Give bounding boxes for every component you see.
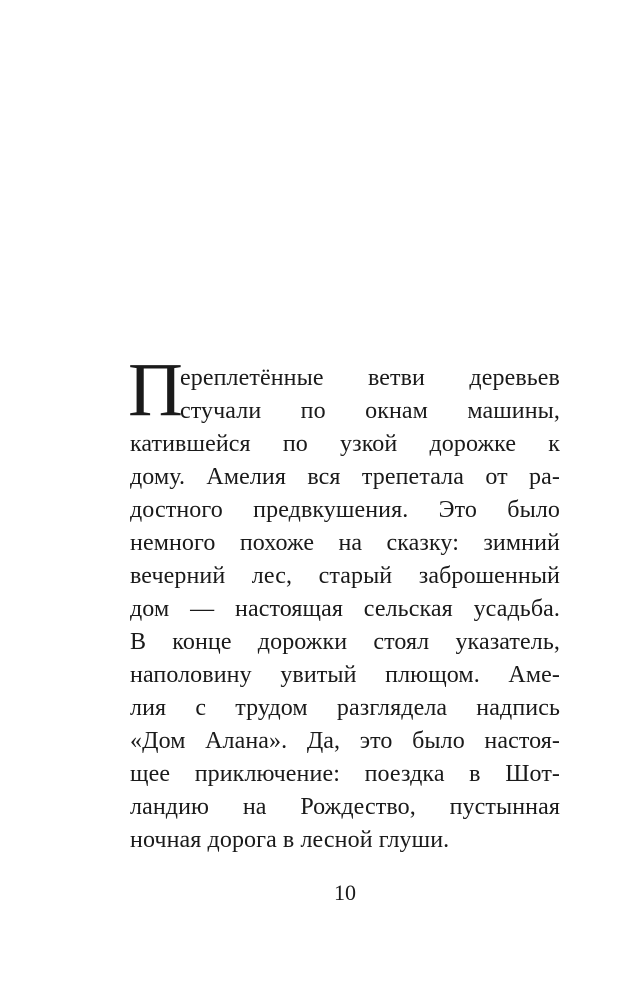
text-line: лия с трудом разглядела надпись xyxy=(130,695,560,721)
text-line: вечерний лес, старый заброшенный xyxy=(130,563,560,589)
page-number: 10 xyxy=(334,880,356,905)
drop-cap: П xyxy=(128,348,183,432)
text-line: катившейся по узкой дорожке к xyxy=(130,431,560,457)
text-line: щее приключение: поездка в Шот- xyxy=(130,761,560,787)
text-line: наполовину увитый плющом. Аме- xyxy=(130,662,560,688)
text-line: дому. Амелия вся трепетала от ра- xyxy=(130,464,560,490)
text-line: ереплетённые ветви деревьев xyxy=(180,365,560,391)
text-line: В конце дорожки стоял указатель, xyxy=(130,629,560,655)
text-line: немного похоже на сказку: зимний xyxy=(130,530,560,556)
text-line: дом — настоящая сельская усадьба. xyxy=(130,596,560,622)
text-line: «Дом Алана». Да, это было настоя- xyxy=(130,728,560,754)
text-line: ночная дорога в лесной глуши. xyxy=(130,827,450,853)
text-line: ландию на Рождество, пустынная xyxy=(130,794,560,820)
text-line: стучали по окнам машины, xyxy=(180,398,560,424)
text-line: достного предвкушения. Это было xyxy=(130,497,560,523)
body-text xyxy=(128,348,560,857)
